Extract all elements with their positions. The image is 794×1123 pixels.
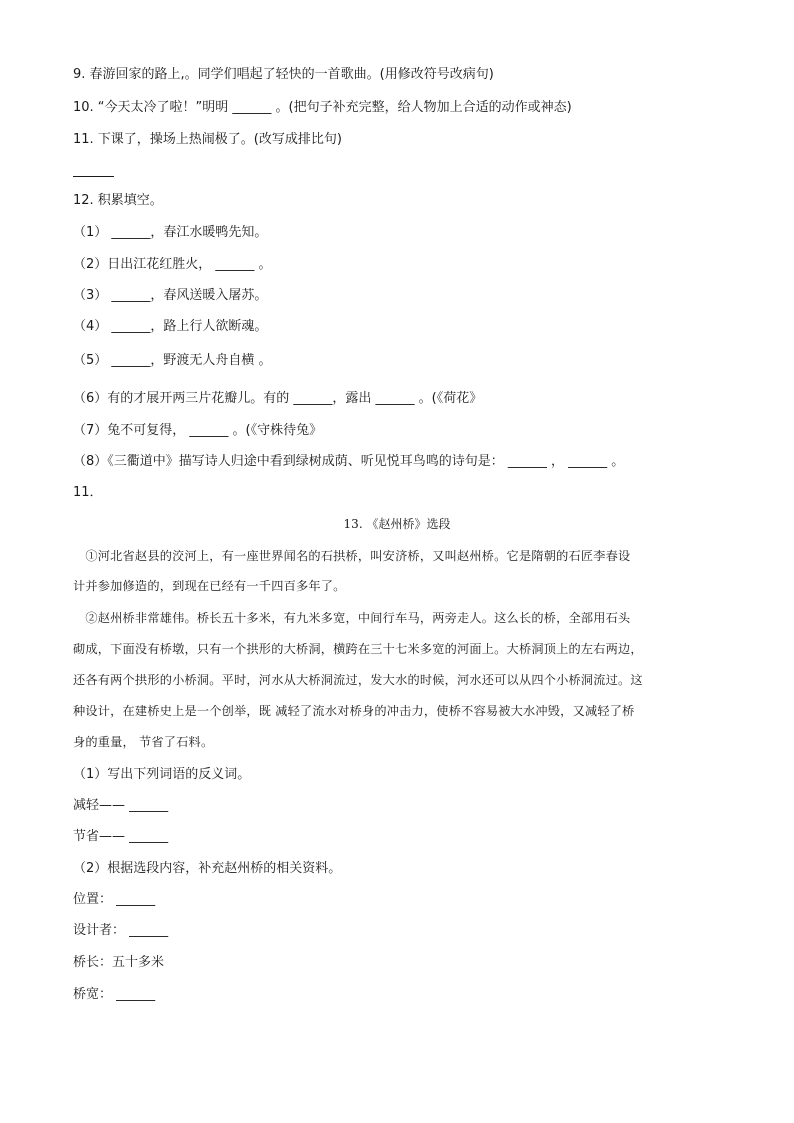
section-separator: 11． <box>73 485 103 500</box>
question-12: 12. 积累填空。 <box>73 193 163 208</box>
info-width: 桥宽： ______ <box>73 987 156 1002</box>
passage-line: 身的重量， 节省了石料。 <box>73 735 214 749</box>
passage-line: 种设计，在建桥史上是一个创举，既 减轻了流水对桥身的冲击力，使桥不容易被大水冲毁，又减轻了桥 <box>73 704 635 718</box>
answer-blank <box>73 176 114 177</box>
question-11: 11. 下课了，操场上热闹极了。(改写成排比句) <box>73 132 342 147</box>
info-length: 桥长：五十多米 <box>73 955 165 970</box>
passage-line: 计并参加修造的，到现在已经有一千四百多年了。 <box>73 579 346 593</box>
sub-question-2: （2）根据选段内容，补充赵州桥的相关资料。 <box>73 861 342 876</box>
passage-line: 还各有两个拱形的小桥洞。平时，河水从大桥洞流过，发大水的时候，河水还可以从四个小桥洞流过。这 <box>73 673 643 687</box>
question-9: 9. 春游回家的路上,。同学们唱起了轻快的一首歌曲。(用修改符号改病句) <box>73 67 494 82</box>
sub-question-1: （1）写出下列词语的反义词。 <box>73 767 251 782</box>
question-12-item-8: （8）《三衢道中》描写诗人归途中看到绿树成荫、听见悦耳鸟鸣的诗句是： ______ ， ______ 。 <box>73 454 625 469</box>
info-location: 位置： ______ <box>73 892 156 907</box>
passage-line: ②赵州桥非常雄伟。桥长五十多米，有九米多宽，中间行车马，两旁走人。这么长的桥，全部用石头 <box>73 611 631 625</box>
passage-line: ①河北省赵县的洨河上，有一座世界闻名的石拱桥，叫安济桥，又叫赵州桥。它是隋朝的石匠李春设 <box>73 549 631 563</box>
question-12-item-7: （7）兔不可复得， ______ 。(《守株待兔》 <box>73 423 323 438</box>
question-12-item-5: （5） ______，野渡无人舟自横 。 <box>73 353 272 368</box>
passage-title: 13. 《赵州桥》选段 <box>343 517 451 531</box>
question-10: 10. “今天太冷了啦！”明明 ______ 。(把句子补充完整，给人物加上合适的动作或神态) <box>73 100 572 115</box>
question-12-item-4: （4） ______，路上行人欲断魂。 <box>73 319 268 334</box>
question-12-item-3: （3） ______，春风送暖入屠苏。 <box>73 288 268 303</box>
info-designer: 设计者： ______ <box>73 923 169 938</box>
passage-line: 砌成，下面没有桥墩，只有一个拱形的大桥洞，横跨在三十七米多宽的河面上。大桥洞顶上的左右两边， <box>73 642 643 656</box>
antonym-jianqing: 减轻—— ______ <box>73 798 169 813</box>
antonym-jiesheng: 节省—— ______ <box>73 829 169 844</box>
question-12-item-1: （1） ______，春江水暖鸭先知。 <box>73 225 268 240</box>
question-12-item-2: （2）日出江花红胜火， ______ 。 <box>73 257 272 272</box>
question-12-item-6: （6）有的才展开两三片花瓣儿。有的 ______，露出 ______ 。(《荷花》 <box>73 391 483 406</box>
